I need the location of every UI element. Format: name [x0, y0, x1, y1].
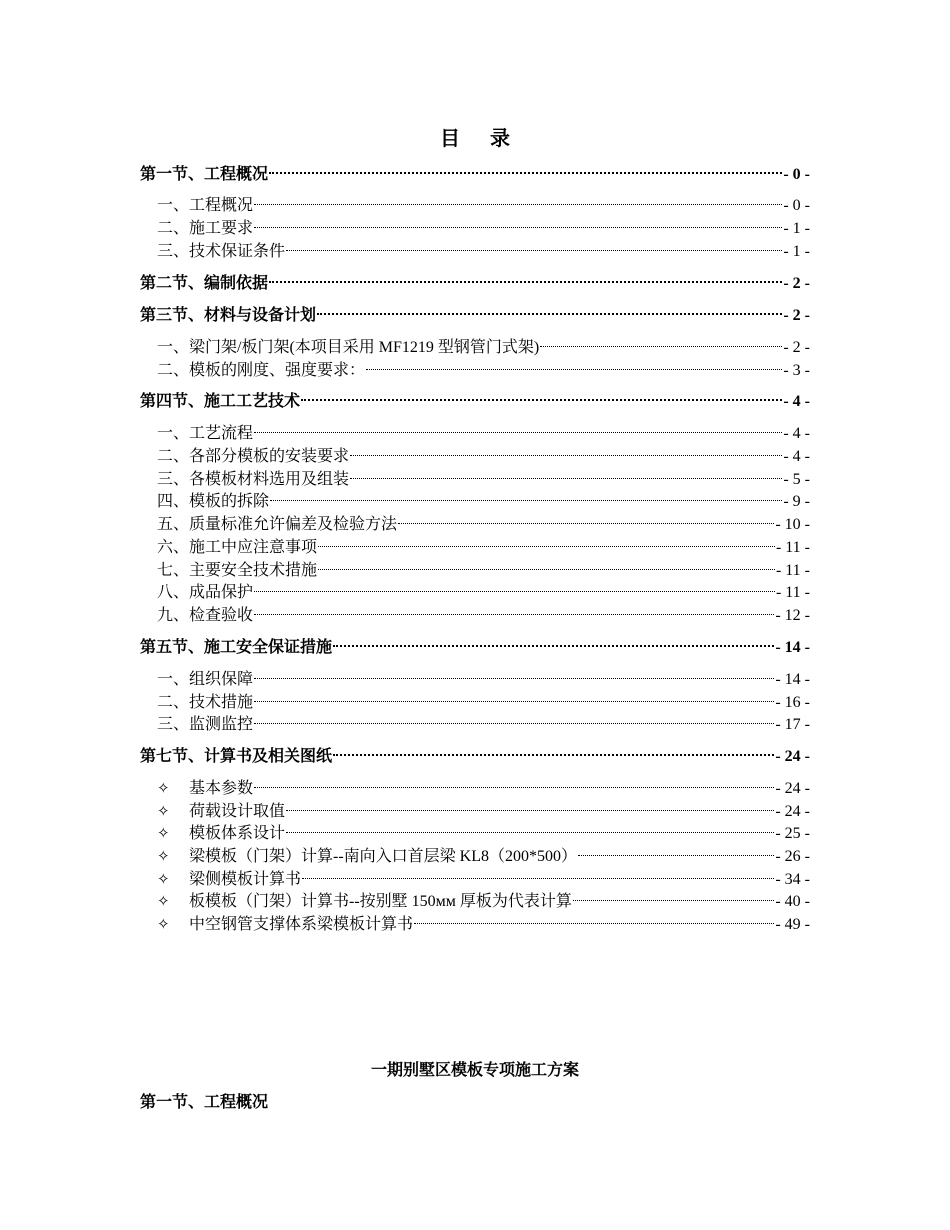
dot-leader — [254, 598, 774, 620]
toc-page-number: - 14 - — [775, 671, 810, 688]
dot-leader — [269, 157, 782, 179]
toc-entry-label: 九、检查验收 — [157, 607, 254, 624]
toc-section-label: 第五节、施工安全保证措施 — [140, 639, 333, 656]
toc-entry-label: 梁模板（门架）计算--南向入口首层梁 KL8（200*500） — [189, 848, 577, 865]
toc-bullet-entry[interactable] — [157, 839, 810, 865]
toc-entry[interactable] — [157, 439, 810, 465]
dot-leader — [333, 739, 774, 761]
toc-entry-label: 板模板（门架）计算书--按别墅 150ᴍᴍ 厚板为代表计算 — [189, 893, 572, 910]
diamond-bullet-icon: ✧ — [157, 870, 170, 888]
toc-entry[interactable] — [157, 353, 810, 379]
toc-section-label: 第二节、编制依据 — [140, 275, 269, 292]
toc-entry-label: 梁侧模板计算书 — [189, 871, 302, 888]
toc-entry-label: 二、模板的刚度、强度要求： — [157, 362, 366, 379]
toc-bullet-entry[interactable] — [157, 907, 810, 933]
toc-entry-label: 基本参数 — [189, 780, 254, 797]
dot-leader — [540, 330, 782, 352]
toc-section-label: 第四节、施工工艺技术 — [140, 393, 301, 410]
diamond-bullet-icon: ✧ — [157, 779, 170, 797]
toc-page-number: - 16 - — [775, 694, 810, 711]
toc-entry[interactable] — [157, 234, 810, 260]
toc-page-number: - 14 - — [775, 639, 810, 656]
toc-page-number: - 9 - — [783, 493, 810, 510]
toc-page-number: - 0 - — [783, 197, 810, 214]
toc-bullet-entry[interactable] — [157, 771, 810, 797]
toc-page-number: - 11 - — [775, 539, 810, 556]
toc-entry-label: 中空钢管支撑体系梁模板计算书 — [189, 916, 414, 933]
toc-entry[interactable] — [157, 575, 810, 601]
dot-leader — [350, 439, 782, 461]
toc-section-3[interactable] — [140, 298, 810, 324]
toc-entry[interactable] — [157, 188, 810, 214]
toc-page-number: - 11 - — [775, 584, 810, 601]
dot-leader — [254, 707, 774, 729]
diamond-bullet-icon: ✧ — [157, 892, 170, 910]
dot-leader — [318, 530, 775, 552]
dot-leader — [398, 507, 774, 529]
toc-entry[interactable] — [157, 553, 810, 579]
toc-page-number: - 34 - — [775, 871, 810, 888]
dot-leader — [414, 907, 774, 929]
toc-entry-label: 一、工程概况 — [157, 197, 254, 214]
toc-entry[interactable] — [157, 662, 810, 688]
toc-entry[interactable] — [157, 211, 810, 237]
dot-leader — [269, 266, 782, 288]
toc-entry-label: 一、工艺流程 — [157, 425, 254, 442]
toc-entry-label: 七、主要安全技术措施 — [157, 562, 318, 579]
toc-entry[interactable] — [157, 416, 810, 442]
section-heading: 第一节、工程概况 — [140, 1094, 269, 1111]
toc-page-number: - 5 - — [783, 471, 810, 488]
dot-leader — [301, 384, 782, 406]
toc-page-number: - 11 - — [775, 562, 810, 579]
toc-bullet-entry[interactable] — [157, 884, 810, 910]
dot-leader — [254, 211, 782, 233]
toc-page-number: - 4 - — [783, 425, 810, 442]
toc-page-number: - 1 - — [783, 243, 810, 260]
toc-page-number: - 17 - — [775, 716, 810, 733]
toc-page-number: - 3 - — [783, 362, 810, 379]
toc-entry-label: 三、各模板材料选用及组装 — [157, 471, 350, 488]
toc-page-number: - 40 - — [775, 893, 810, 910]
dot-leader — [286, 794, 774, 816]
toc-bullet-entry[interactable] — [157, 794, 810, 820]
diamond-bullet-icon: ✧ — [157, 847, 170, 865]
dot-leader — [254, 685, 774, 707]
toc-section-2[interactable] — [140, 266, 810, 292]
dot-leader — [254, 575, 775, 597]
toc-entry[interactable] — [157, 707, 810, 733]
toc-entry-label: 模板体系设计 — [189, 825, 286, 842]
toc-section-1[interactable] — [140, 157, 810, 183]
dot-leader — [286, 816, 774, 838]
toc-entry-label: 三、监测监控 — [157, 716, 254, 733]
toc-entry-label: 六、施工中应注意事项 — [157, 539, 318, 556]
toc-entry-label: 四、模板的拆除 — [157, 493, 270, 510]
toc-entry[interactable] — [157, 685, 810, 711]
toc-page-number: - 1 - — [783, 220, 810, 237]
toc-section-label: 第一节、工程概况 — [140, 166, 269, 183]
dot-leader — [286, 234, 782, 256]
toc-page-number: - 12 - — [775, 607, 810, 624]
toc-entry[interactable] — [157, 507, 810, 533]
dot-leader — [573, 884, 774, 906]
dot-leader — [254, 771, 774, 793]
toc-section-4[interactable] — [140, 384, 810, 410]
dot-leader — [317, 298, 782, 320]
diamond-bullet-icon: ✧ — [157, 824, 170, 842]
diamond-bullet-icon: ✧ — [157, 915, 170, 933]
toc-section-label: 第七节、计算书及相关图纸 — [140, 748, 333, 765]
dot-leader — [333, 630, 774, 652]
toc-title — [0, 122, 950, 151]
toc-entry[interactable] — [157, 330, 810, 356]
toc-page-number: - 25 - — [775, 825, 810, 842]
dot-leader — [302, 862, 774, 884]
toc-entry-label: 五、质量标准允许偏差及检验方法 — [157, 516, 398, 533]
dot-leader — [318, 553, 775, 575]
toc-page-number: - 2 - — [783, 307, 810, 324]
toc-entry-label: 一、梁门架/板门架(本项目采用 MF1219 型钢管门式架) — [157, 339, 540, 356]
toc-page-number: - 26 - — [775, 848, 810, 865]
toc-section-5[interactable] — [140, 630, 810, 656]
toc-bullet-entry[interactable] — [157, 816, 810, 842]
toc-entry-label: 二、技术措施 — [157, 694, 254, 711]
dot-leader — [578, 839, 774, 861]
toc-entry-label: 一、组织保障 — [157, 671, 254, 688]
toc-page-number: - 24 - — [775, 748, 810, 765]
toc-page-number: - 49 - — [775, 916, 810, 933]
toc-entry-label: 二、各部分模板的安装要求 — [157, 448, 350, 465]
toc-page-number: - 0 - — [783, 166, 810, 183]
toc-entry[interactable] — [157, 598, 810, 624]
toc-entry-label: 三、技术保证条件 — [157, 243, 286, 260]
dot-leader — [254, 662, 774, 684]
toc-page-number: - 4 - — [783, 448, 810, 465]
toc-title-char-1: 目 — [440, 128, 460, 150]
toc-page-number: - 24 - — [775, 803, 810, 820]
diamond-bullet-icon: ✧ — [157, 802, 170, 820]
toc-page-number: - 4 - — [783, 393, 810, 410]
toc-bullet-entry[interactable] — [157, 862, 810, 888]
toc-page-number: - 2 - — [783, 339, 810, 356]
toc-entry-label: 二、施工要求 — [157, 220, 254, 237]
dot-leader — [270, 484, 782, 506]
toc-entry-label: 八、成品保护 — [157, 584, 254, 601]
dot-leader — [254, 188, 782, 210]
document-title: 一期别墅区模板专项施工方案 — [370, 1062, 579, 1079]
toc-section-7[interactable] — [140, 739, 810, 765]
toc-entry-label-wrap — [157, 913, 413, 936]
toc-page-number: - 10 - — [775, 516, 810, 533]
toc-title-char-2: 录 — [490, 128, 510, 150]
toc-entry[interactable] — [157, 484, 810, 510]
toc-entry[interactable] — [157, 462, 810, 488]
toc-entry[interactable] — [157, 530, 810, 556]
toc-page-number: - 24 - — [775, 780, 810, 797]
dot-leader — [254, 416, 782, 438]
dot-leader — [350, 462, 782, 484]
dot-leader — [366, 353, 782, 375]
toc-entry-label: 荷载设计取值 — [189, 803, 286, 820]
toc-section-label: 第三节、材料与设备计划 — [140, 307, 317, 324]
toc-page-number: - 2 - — [783, 275, 810, 292]
